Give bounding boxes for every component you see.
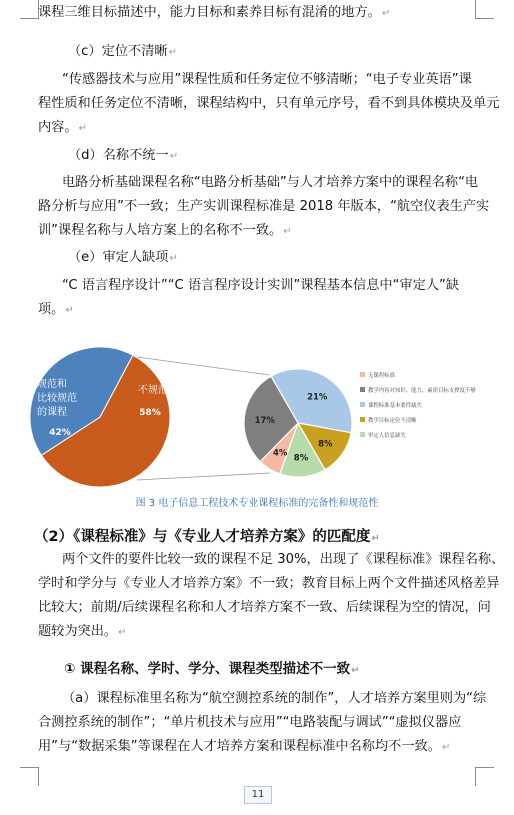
body-text: 训”课程名称与人培方案上的名称不一致。↵ [38, 223, 292, 238]
body-text: 合测控系统的制作”；“单片机技术与应用”“电路装配与调试”“虚拟仪器应 [38, 715, 462, 730]
body-text: 路分析与应用”不一致；生产实训课程标准是 2018 年版本，“航空仪表生产实 [38, 199, 490, 214]
legend-label: 无课程标准 [368, 373, 395, 379]
body-text: 两个文件的要件比较一致的课程不足 30%，出现了《课程标准》课程名称、 [62, 552, 505, 567]
subheading-d: （d）名称不统一↵ [68, 148, 179, 163]
legend-swatch [360, 372, 365, 377]
body-text: （a）课程标准里名称为“航空测控系统的制作”，人才培养方案里则为“综 [62, 691, 487, 706]
body-text: 项。↵ [38, 302, 74, 317]
pie1-slice-label: 不规范的课程 [138, 385, 198, 396]
legend-swatch [360, 402, 365, 407]
figure-caption: 图 3 电子信息工程技术专业课程标准的完备性和规范性 [135, 498, 379, 509]
legend-swatch [360, 387, 365, 392]
pie1-slice-label: 的课程 [37, 407, 67, 418]
body-text: 程性质和任务定位不清晰，课程结构中，只有单元序号，看不到具体模块及单元 [38, 96, 500, 111]
pie1-slice-label: 比较规范 [37, 393, 77, 404]
body-text: “传感器技术与应用”课程性质和任务定位不够清晰；“电子专业英语”课 [62, 72, 472, 87]
connector-line [137, 473, 270, 480]
body-text: 用”与“数据采集”等课程在人才培养方案和课程标准中名称均不一致。↵ [38, 739, 451, 754]
crop-mark-top-left [20, 0, 39, 19]
subheading-c: （c）定位不清晰↵ [68, 44, 177, 59]
page-number: 11 [244, 786, 272, 804]
crop-mark-bottom-left [20, 767, 39, 786]
legend-label: 教学目标定位不清晰 [368, 418, 417, 424]
legend-swatch [360, 432, 365, 437]
crop-mark-bottom-right [475, 767, 494, 786]
body-text: 电路分析基础课程名称“电路分析基础”与人才培养方案中的课程名称“电 [62, 175, 479, 190]
pie2-value-label: 21% [307, 392, 328, 403]
pie1-value-label: 42% [49, 428, 71, 438]
crop-mark-top-right [475, 0, 494, 19]
body-text: “C 语言程序设计”“C 语言程序设计实训”课程基本信息中“审定人”缺 [62, 278, 460, 293]
legend-label: 审定人信息缺失 [368, 433, 406, 439]
legend-swatch [360, 417, 365, 422]
subsection-heading: ① 课程名称、学时、学分、课程类型描述不一致↵ [64, 661, 360, 677]
pie2-value-label: 17% [254, 415, 275, 426]
legend-label: 教学内容对知识、能力、素质目标支撑度不够 [368, 388, 476, 394]
pie2-value-label: 8% [318, 439, 333, 450]
pie2-value-label: 4% [273, 448, 288, 459]
body-text: 题较为突出。↵ [38, 624, 127, 639]
pie2-value-label: 8% [293, 453, 309, 464]
pie1-slice-label: 规范和 [37, 379, 67, 390]
subheading-e: （e）审定人缺项↵ [68, 250, 178, 265]
section-heading: （2）《课程标准》与《专业人才培养方案》的匹配度↵ [34, 529, 380, 545]
pie1-value-label: 58% [139, 408, 161, 418]
body-text: 学时和学分与《专业人才培养方案》不一致；教育目标上两个文件描述风格差异 [38, 576, 500, 591]
legend-label: 课程标准基本要件缺失 [368, 403, 422, 409]
pie-chart-svg [30, 335, 490, 505]
body-text: 内容。↵ [38, 120, 87, 135]
body-text: 课程三维目标描述中，能力目标和素养目标有混淆的地方。↵ [38, 5, 391, 20]
chart-figure [30, 335, 490, 505]
body-text: 比较大；前期/后续课程名称和人才培养方案不一致、后续课程为空的情况，问 [38, 600, 491, 615]
connector-line [137, 357, 270, 375]
